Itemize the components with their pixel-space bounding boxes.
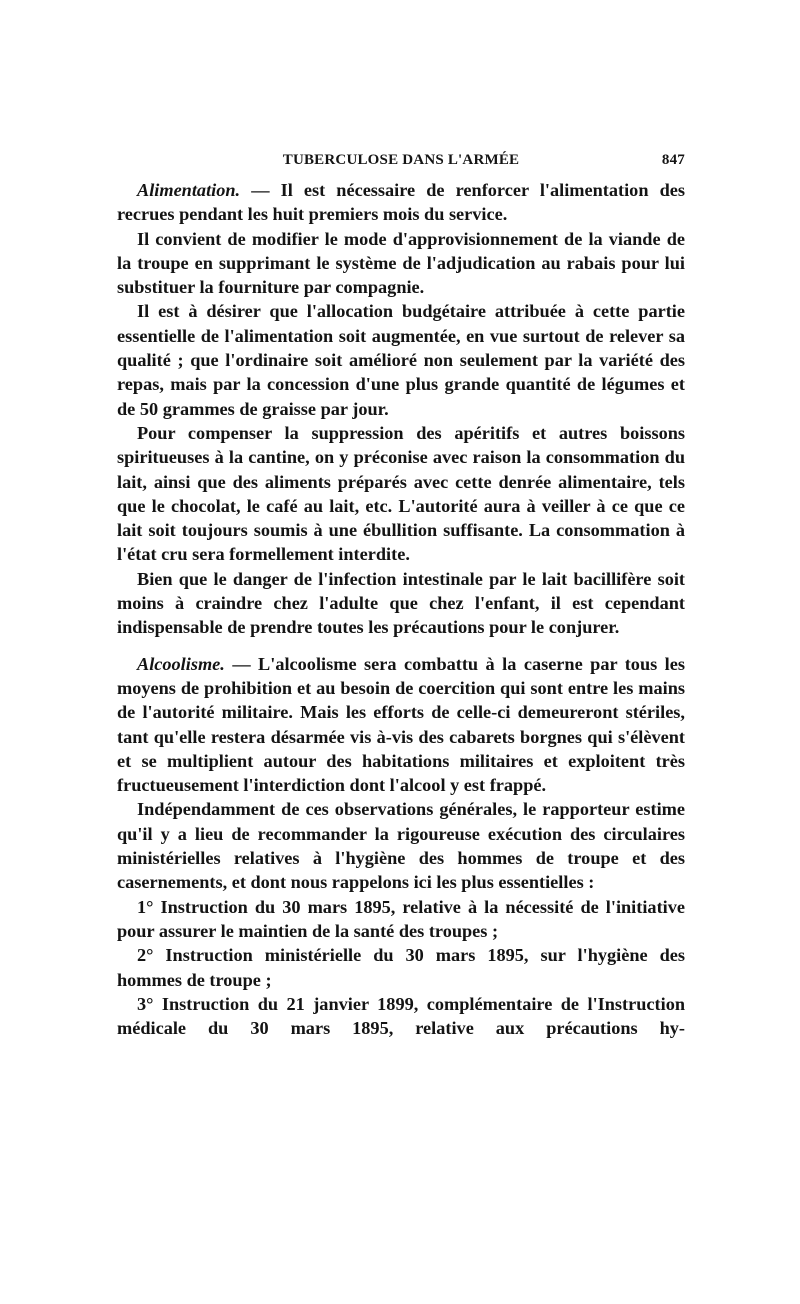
paragraph: Bien que le danger de l'infection intestinale par le lait bacillifère soit moins à craindre chez l'adulte que chez l'enfant, il est cependant indispensable de prendre toutes les précautions pour le conjurer.	[117, 568, 685, 638]
running-title: TUBERCULOSE DANS L'ARMÉE	[282, 152, 520, 168]
instruction-item: 3° Instruction du 21 janvier 1899, complémentaire de l'Instruction médicale du 30 mars 1895, relative aux précautions hy-	[117, 993, 685, 1039]
section-heading-alimentation: Alimentation.	[137, 180, 241, 200]
running-header	[117, 152, 685, 178]
alcoolisme-paragraph	[117, 652, 685, 798]
page-number: 847	[661, 152, 685, 168]
alcoolisme-intro: — L'alcoolisme sera combattu à la caserne par tous les moyens de prohibition et au besoin de coercition qui sont entre les mains de l'autorité militaire. Mais les efforts de celle-ci demeureront stériles, tant qu'elle restera désarmée vis à-vis des cabarets borgnes qui s'élèvent et se multiplient autour des habitations militaires et exploitent très fructueusement l'interdiction dont l'alcool y est frappé.	[117, 653, 685, 796]
body-text	[117, 178, 685, 1040]
document-page	[117, 152, 685, 1040]
instruction-item: 2° Instruction ministérielle du 30 mars 1895, sur l'hygiène des hommes de troupe ;	[117, 945, 685, 990]
section-gap	[117, 640, 685, 652]
alimentation-intro: — Il est nécessaire de renforcer l'alimentation des recrues pendant les huit premiers mois du service.	[117, 180, 685, 225]
paragraph: Pour compenser la suppression des apéritifs et autres boissons spiritueuses à la cantine, on y préconise avec raison la consommation du lait, ainsi que des aliments préparés avec cette denrée alimentaire, tels que le chocolat, le café au lait, etc. L'autorité aura à veiller à ce que ce lait soit toujours soumis à une ébullition suffisante. La consommation à l'état cru sera formellement interdite.	[117, 422, 685, 565]
section-heading-alcoolisme: Alcoolisme.	[137, 653, 225, 674]
paragraph: Il est à désirer que l'allocation budgétaire attribuée à cette partie essentielle de l'alimentation soit augmentée, en vue surtout de relever sa qualité ; que l'ordinaire soit amélioré non seulement par la variété des repas, mais par la concession d'une plus grande quantité de légumes et de 50 grammes de graisse par jour.	[117, 301, 685, 419]
paragraph: Il convient de modifier le mode d'approvisionnement de la viande de la troupe en supprimant le système de l'adjudication au rabais pour lui substituer la fourniture par compagnie.	[117, 228, 685, 298]
instruction-item: 1° Instruction du 30 mars 1895, relative à la nécessité de l'initiative pour assurer le maintien de la santé des troupes ;	[117, 896, 685, 941]
alimentation-paragraph	[117, 178, 685, 227]
paragraph: Indépendamment de ces observations générales, le rapporteur estime qu'il y a lieu de recommander la rigoureuse exécution des circulaires ministérielles relatives à l'hygiène des hommes de troupe et des casernements, et dont nous rappelons ici les plus essentielles :	[117, 799, 685, 893]
